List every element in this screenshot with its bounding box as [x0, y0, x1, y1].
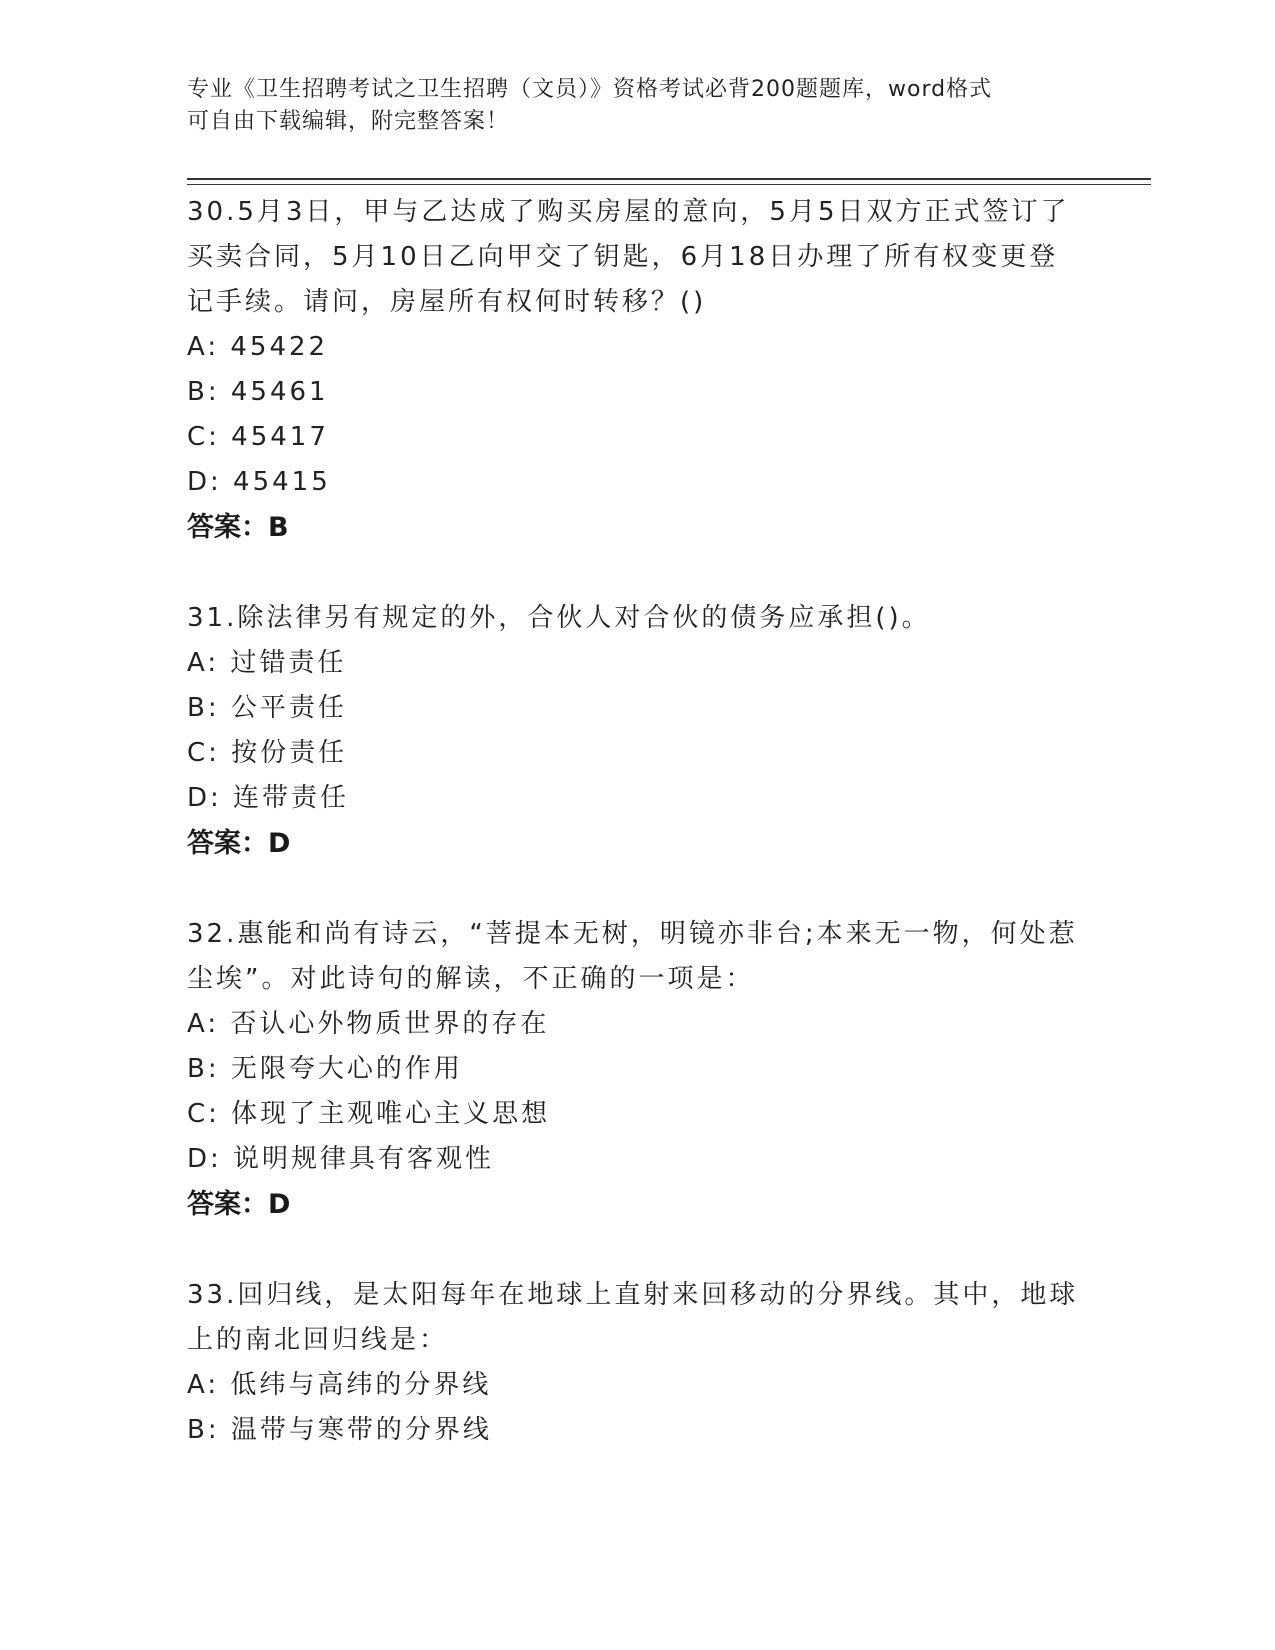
question-text: 32.惠能和尚有诗云，“菩提本无树，明镜亦非台;本来无一物，何处惹尘埃”。对此诗句的解读，不正确的一项是： [187, 919, 1078, 994]
header-line-2: 可自由下载编辑，附完整答案！ [187, 109, 510, 134]
option-a: A: 过错责任 [187, 648, 347, 678]
option-d: D: 45415 [187, 467, 331, 497]
header-divider-thick [187, 178, 1151, 180]
option-b: B: 无限夸大心的作用 [187, 1054, 463, 1084]
header-line-1: 专业《卫生招聘考试之卫生招聘（文员）》资格考试必背200题题库，word格式 [187, 77, 993, 102]
option-a: A: 45422 [187, 332, 329, 362]
option-a: A: 否认心外物质世界的存在 [187, 1009, 550, 1039]
question-33 [187, 1273, 1087, 1453]
option-a: A: 低纬与高纬的分界线 [187, 1370, 492, 1400]
question-list [187, 190, 1087, 1499]
question-31 [187, 596, 1087, 866]
question-30 [187, 190, 1087, 550]
option-c: C: 按份责任 [187, 738, 348, 768]
option-b: B: 45461 [187, 377, 329, 407]
document-header [187, 74, 1067, 138]
option-c: C: 45417 [187, 422, 329, 452]
question-32 [187, 912, 1087, 1227]
question-text: 31.除法律另有规定的外，合伙人对合伙的债务应承担()。 [187, 603, 931, 633]
option-d: D: 连带责任 [187, 783, 350, 813]
answer-line: 答案：D [187, 1189, 291, 1220]
question-text: 30.5月3日，甲与乙达成了购买房屋的意向，5月5日双方正式签订了买卖合同，5月10日乙向甲交了钥匙，6月18日办理了所有权变更登记手续。请问，房屋所有权何时转移？() [187, 197, 1070, 317]
question-text: 33.回归线，是太阳每年在地球上直射来回移动的分界线。其中，地球上的南北回归线是： [187, 1280, 1079, 1355]
answer-line: 答案：D [187, 828, 291, 859]
option-c: C: 体现了主观唯心主义思想 [187, 1099, 551, 1129]
option-d: D: 说明规律具有客观性 [187, 1144, 495, 1174]
option-b: B: 温带与寒带的分界线 [187, 1415, 492, 1445]
header-divider-thin [187, 184, 1151, 185]
answer-line: 答案：B [187, 512, 289, 543]
option-b: B: 公平责任 [187, 693, 347, 723]
